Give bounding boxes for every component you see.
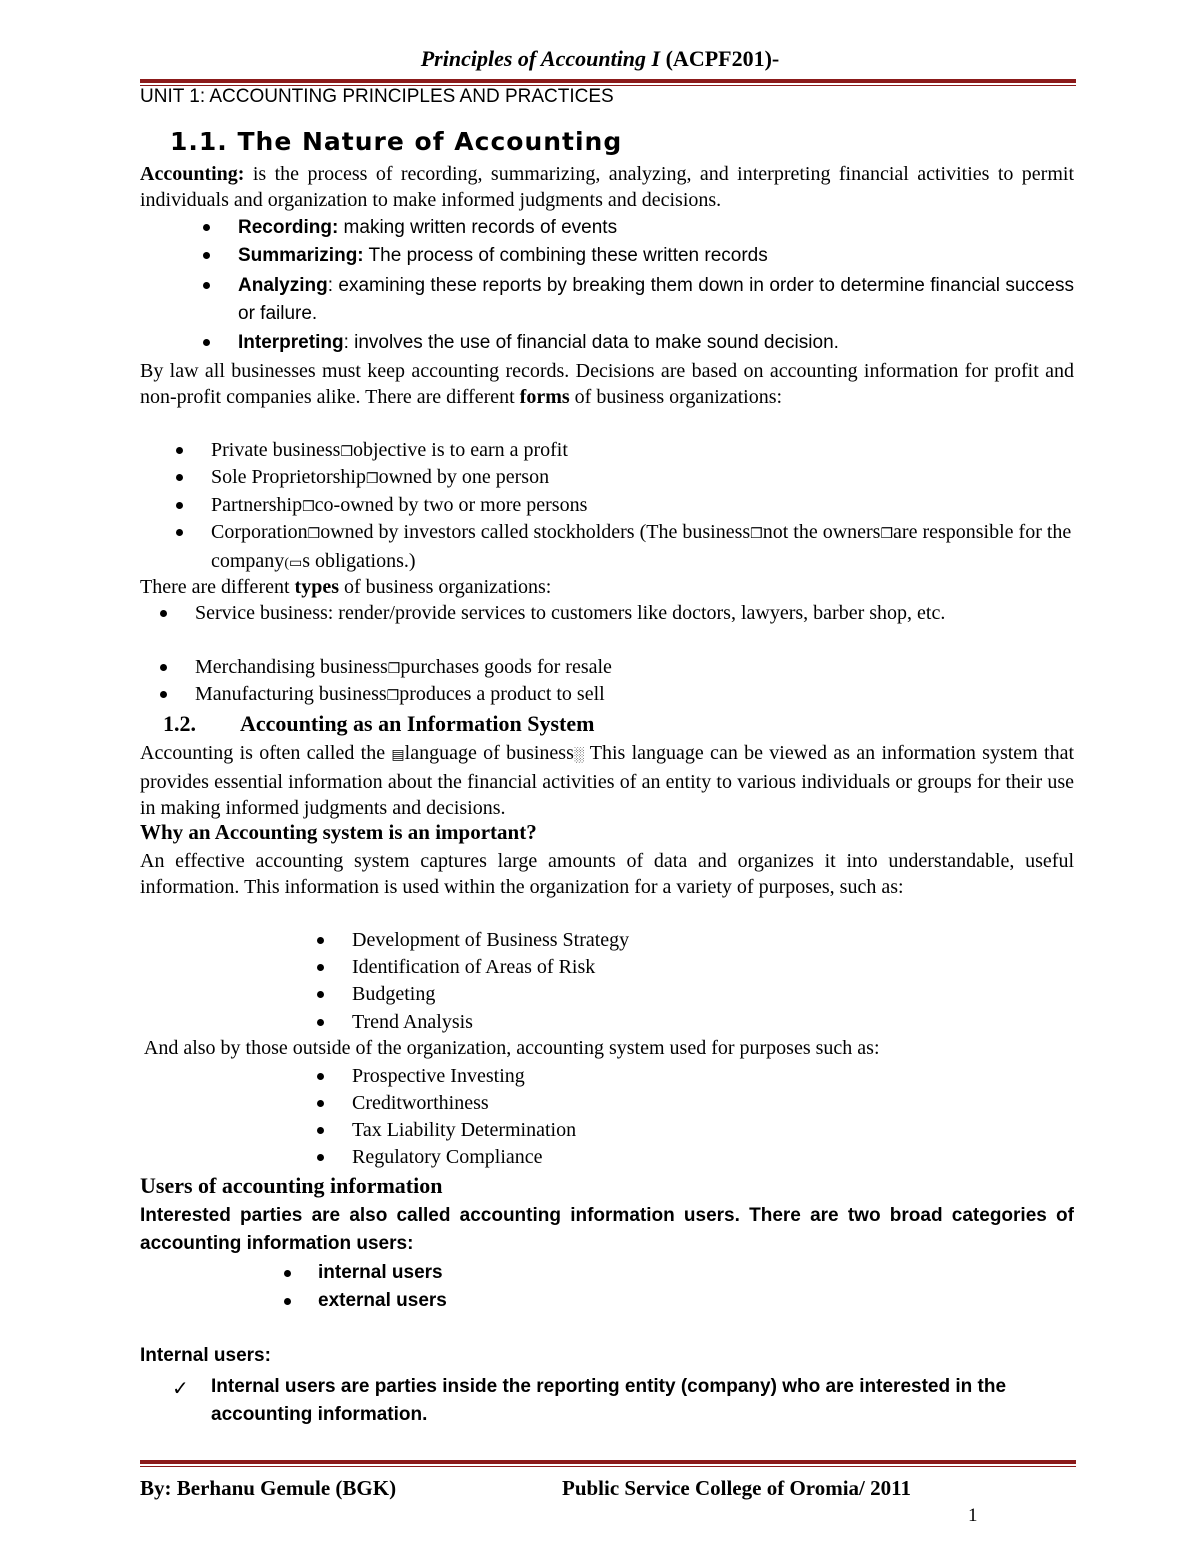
dash-icon: ❒ [750, 527, 763, 542]
dash-icon: ❒ [307, 527, 321, 542]
form-name: Private business [211, 439, 341, 461]
quote-close-icon: ░ [573, 748, 584, 763]
item-term: Summarizing: [238, 245, 364, 266]
form-name: Partnership [211, 494, 303, 516]
item-text: : involves the use of financial data to make sound decision. [343, 332, 839, 353]
unit-title: UNIT 1: ACCOUNTING PRINCIPLES AND PRACTICES [140, 86, 614, 107]
list-item [211, 492, 1081, 521]
section-heading-1-2: Accounting as an Information System [240, 711, 595, 736]
list-item: Internal users are parties inside the reporting entity (company) who are interested in the accounting information. [211, 1376, 1007, 1425]
type-name: Manufacturing business [195, 683, 387, 705]
users-intro: Interested parties are also called accounting information users. There are two broad categories of accounting information users: [140, 1205, 1074, 1254]
list-item: Service business: render/provide services to customers like doctors, lawyers, barber shop, etc. [195, 602, 946, 624]
definition-text: is the process of recording, summarizing, analyzing, and interpreting financial activities to permit individuals and organization to make informed judgments and decisions. [140, 163, 1075, 211]
dash-icon: ❒ [880, 527, 894, 542]
dash-icon: ❒ [386, 689, 400, 704]
dash-icon: ❒ [302, 500, 315, 515]
form-desc: not the owners [762, 521, 881, 543]
bullet-icon [203, 224, 210, 231]
bullet-icon [284, 1270, 291, 1277]
type-desc: produces a product to sell [399, 683, 605, 705]
list-item: internal users [318, 1262, 443, 1283]
section-number-1-2: 1.2. [163, 711, 196, 736]
bullet-icon [176, 474, 183, 481]
outside-paragraph: And also by those outside of the organization, accounting system used for purposes such as: [140, 1037, 880, 1059]
list-item [238, 329, 1074, 356]
bullet-icon [317, 991, 324, 998]
check-icon: ✓ [172, 1378, 189, 1400]
form-desc: owned by one person [378, 466, 550, 488]
header-course-code: (ACPF201)- [665, 46, 780, 71]
bullet-icon [160, 664, 167, 671]
quote-open-icon: ▤ [391, 748, 405, 763]
bullet-icon [317, 1019, 324, 1026]
list-item: external users [318, 1290, 447, 1311]
list-item: Identification of Areas of Risk [352, 956, 596, 978]
bullet-icon [203, 282, 210, 289]
item-text: : examining these reports by breaking them down in order to determine financial success or failure. [238, 275, 1074, 324]
law-text-end: of business organizations: [569, 386, 783, 408]
para-text: Accounting is often called the [140, 742, 392, 764]
types-paragraph [140, 574, 1074, 600]
types-bold: types [294, 576, 339, 598]
item-text: making written records of events [338, 217, 618, 238]
list-item [195, 654, 1055, 683]
bullet-icon [284, 1298, 291, 1305]
types-text: There are different [140, 576, 295, 598]
type-desc: purchases goods for resale [400, 656, 612, 678]
list-item: Budgeting [352, 983, 436, 1005]
list-item [211, 519, 1076, 577]
list-item [238, 242, 1074, 269]
bullet-icon [176, 502, 183, 509]
footer-author: By: Berhanu Gemule (BGK) [140, 1476, 397, 1500]
form-name: Sole Proprietorship [211, 466, 366, 488]
law-bold: forms [519, 386, 570, 408]
list-item: Prospective Investing [352, 1065, 525, 1087]
footer-rule-thin [140, 1466, 1076, 1467]
dash-icon: ❒ [387, 662, 401, 677]
types-text-end: of business organizations: [338, 576, 552, 598]
page-number: 1 [968, 1505, 978, 1526]
form-name: Corporation [211, 521, 308, 543]
bullet-icon [317, 1073, 324, 1080]
law-text: By law all businesses must keep accounting records. Decisions are based on accounting information for profit and non-profit companies alike. There are different [140, 360, 1074, 408]
law-paragraph [140, 358, 1074, 410]
bullet-icon [317, 1127, 324, 1134]
dash-icon: ❒ [340, 445, 353, 460]
users-heading: Users of accounting information [140, 1173, 443, 1198]
bullet-icon [160, 610, 167, 617]
item-text: The process of combining these written records [363, 245, 768, 266]
list-item [195, 681, 1055, 710]
bullet-icon [317, 1154, 324, 1161]
list-item [211, 464, 1081, 493]
form-desc: co-owned by two or more persons [314, 494, 588, 516]
para-text-end: This language can be viewed as an information system that provides essential information about the financial activities of an entity to various individuals or groups for their use in making informed judgments and decisions. [140, 742, 1075, 819]
bullet-icon [203, 339, 210, 346]
list-item [238, 272, 1074, 328]
bullet-icon [176, 447, 183, 454]
accounting-definition [140, 161, 1074, 213]
bullet-icon [317, 964, 324, 971]
list-item [238, 214, 1074, 241]
bullet-icon [317, 937, 324, 944]
section-heading-1-1: 1.1. The Nature of Accounting [170, 127, 623, 156]
form-desc: objective is to earn a profit [353, 439, 568, 461]
bullet-icon [176, 529, 183, 536]
form-desc: are responsible for the company [211, 521, 1072, 572]
header-course-name: Principles of Accounting I [420, 46, 661, 71]
bullet-icon [160, 691, 167, 698]
form-desc: s obligations.) [302, 550, 416, 572]
item-term: Interpreting [238, 332, 344, 353]
bullet-icon [203, 252, 210, 259]
bullet-icon [317, 1100, 324, 1107]
header-rule [140, 79, 1076, 83]
page-header-title [0, 46, 1200, 72]
list-item: Trend Analysis [352, 1011, 473, 1033]
definition-term: Accounting: [140, 163, 245, 185]
apostrophe-icon: (▭ [284, 556, 303, 571]
item-term: Analyzing [238, 275, 328, 296]
internal-users-heading: Internal users: [140, 1345, 271, 1366]
list-item: Development of Business Strategy [352, 929, 630, 951]
dash-icon: ❒ [366, 472, 379, 487]
list-item: Creditworthiness [352, 1092, 489, 1114]
why-heading: Why an Accounting system is an important? [140, 820, 537, 844]
type-name: Merchandising business [195, 656, 388, 678]
list-item [211, 437, 1081, 466]
list-item: Tax Liability Determination [352, 1119, 577, 1141]
form-desc: owned by investors called stockholders (The business [320, 521, 751, 543]
item-term: Recording: [238, 217, 339, 238]
why-paragraph: An effective accounting system captures large amounts of data and organizes it into understandable, useful information. This information is used within the organization for a variety of purposes, such as: [140, 850, 1074, 898]
list-item: Regulatory Compliance [352, 1146, 543, 1168]
information-system-paragraph [140, 740, 1074, 821]
footer-institution: Public Service College of Oromia/ 2011 [562, 1476, 911, 1500]
footer-rule [140, 1460, 1076, 1464]
para-quoted: language of business [404, 742, 574, 764]
